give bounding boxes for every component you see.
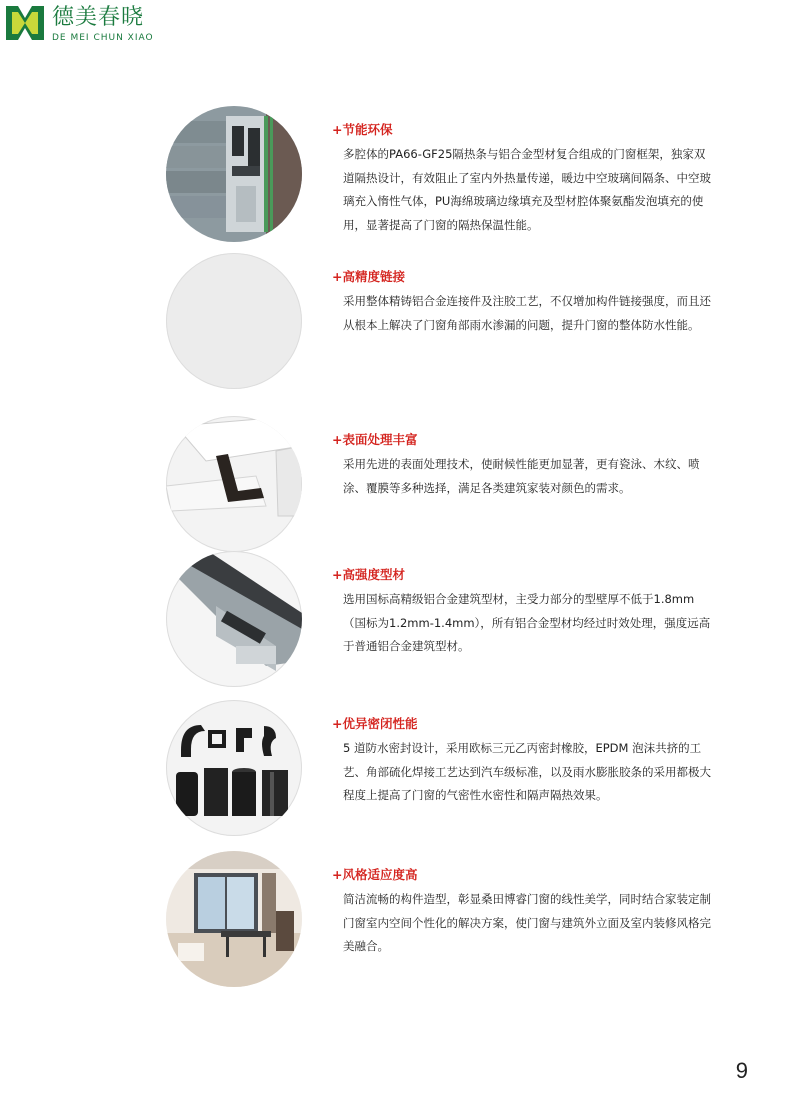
feature-item [0, 700, 790, 840]
feature-title: +优异密闭性能 [332, 716, 418, 731]
brand-name-en: DE MEI CHUN XIAO [52, 33, 154, 43]
feature-item [0, 106, 790, 246]
feature-title: +高精度链接 [332, 269, 405, 284]
brand-logo-mark-icon [6, 6, 44, 40]
feature-item [0, 551, 790, 691]
feature-item [0, 253, 790, 393]
feature-item [0, 851, 790, 991]
interior-room-window-image [166, 851, 302, 987]
feature-description: 采用先进的表面处理技术，使耐候性能更加显著，更有瓷泳、木纹、喷涂、覆膜等多种选择，满足各类建筑家装对颜色的需求。 [343, 457, 700, 495]
feature-description: 采用整体精铸铝合金连接件及注胶工艺，不仅增加构件链接强度，而且还从根本上解决了门窗角部雨水渗漏的问题，提升门窗的整体防水性能。 [343, 294, 711, 332]
aluminum-profile-cross-section-image [166, 106, 302, 242]
feature-description: 5 道防水密封设计，采用欧标三元乙丙密封橡胶，EPDM 泡沫共挤的工艺、角部硫化焊接工艺达到汽车级标准，以及雨水膨胀胶条的采用都极大程度上提高了门窗的气密性水密性和隔声隔热效果。 [343, 741, 711, 802]
rubber-seal-strips-image [166, 700, 302, 836]
brand-name-cn: 德美春晓 [52, 5, 145, 30]
aluminum-profile-image [166, 551, 302, 687]
page-number: 9 [735, 1058, 748, 1083]
feature-title: +节能环保 [332, 122, 393, 137]
feature-description: 简洁流畅的构件造型，彰显桑田博睿门窗的线性美学，同时结合家装定制门窗室内空间个性化的解决方案，使门窗与建筑外立面及室内装修风格完美融合。 [343, 892, 711, 953]
corner-joint-image [166, 416, 302, 552]
feature-description: 多腔体的PA66-GF25隔热条与铝合金型材复合组成的门窗框架，独家双道隔热设计，有效阻止了室内外热量传递，暖边中空玻璃间隔条、中空玻璃充入惰性气体，PU海绵玻璃边缘填充及型材腔体聚氨酯发泡填充的使用，显著提高了门窗的隔热保温性能。 [343, 147, 711, 232]
brand-logo [6, 6, 154, 44]
feature-title: +表面处理丰富 [332, 432, 418, 447]
feature-title: +风格适应度高 [332, 867, 418, 882]
feature-item [0, 416, 790, 556]
blank-circle-image [166, 253, 302, 389]
feature-description: 选用国标高精级铝合金建筑型材，主受力部分的型壁厚不低于1.8mm（国标为1.2mm-1.4mm），所有铝合金型材均经过时效处理，强度远高于普通铝合金建筑型材。 [343, 592, 711, 653]
feature-title: +高强度型材 [332, 567, 405, 582]
